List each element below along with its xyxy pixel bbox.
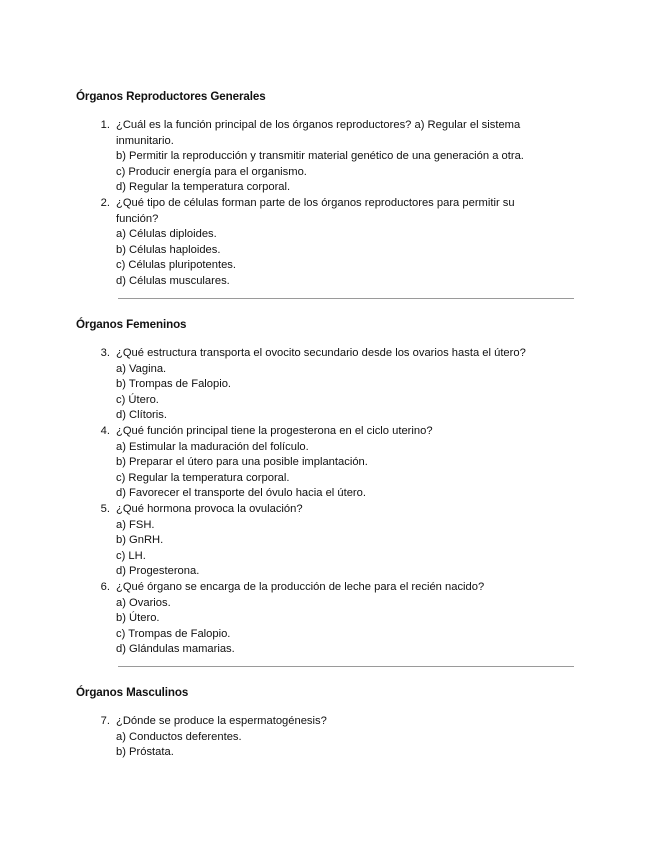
question-text: ¿Qué función principal tiene la progesterona en el ciclo uterino? (116, 425, 433, 437)
question-7 (96, 714, 566, 761)
option-d: d) Glándulas mamarias. (116, 643, 235, 655)
section-divider (118, 666, 574, 667)
option-b: b) Permitir la reproducción y transmitir material genético de una generación a otra. (116, 150, 524, 162)
question-text: ¿Qué hormona provoca la ovulación? (116, 503, 303, 515)
option-c: c) Regular la temperatura corporal. (116, 471, 290, 484)
question-text: ¿Dónde se produce la espermatogénesis? (116, 715, 327, 727)
option-b: b) Preparar el útero para una posible implantación. (116, 456, 368, 468)
question-number: 3. (100, 347, 110, 359)
section-title-female: Órganos Femeninos (76, 318, 187, 331)
option-a: a) Estimular la maduración del folículo. (116, 440, 309, 453)
option-b: b) Próstata. (116, 746, 174, 758)
question-2 (96, 196, 566, 289)
question-text-cont: inmunitario. (116, 134, 174, 147)
option-d: d) Células musculares. (116, 274, 230, 287)
question-text: ¿Qué estructura transporta el ovocito secundario desde los ovarios hasta el útero? (116, 347, 526, 359)
question-number: 1. (100, 119, 110, 131)
section-title-male: Órganos Masculinos (76, 686, 189, 699)
question-5 (96, 502, 566, 580)
question-text-cont: función? (116, 212, 159, 225)
question-number: 2. (100, 197, 110, 209)
option-a: a) Ovarios. (116, 596, 171, 609)
question-1 (96, 118, 566, 196)
option-d: d) Clítoris. (116, 409, 167, 421)
question-number: 7. (100, 715, 110, 727)
option-c: c) Trompas de Falopio. (116, 627, 231, 640)
option-d: d) Favorecer el transporte del óvulo hacia el útero. (116, 487, 366, 499)
question-text: ¿Qué órgano se encarga de la producción de leche para el recién nacido? (116, 581, 485, 593)
option-b: b) GnRH. (116, 534, 164, 546)
question-number: 4. (100, 425, 110, 437)
option-c: c) Útero. (116, 393, 159, 406)
section-title-general: Órganos Reproductores Generales (76, 90, 266, 103)
question-text: ¿Qué tipo de células forman parte de los órganos reproductores para permitir su (116, 197, 515, 209)
question-6 (96, 580, 566, 658)
question-number: 6. (100, 581, 110, 593)
option-c: c) Producir energía para el organismo. (116, 165, 307, 178)
option-a: a) Vagina. (116, 362, 167, 375)
option-a: a) Conductos deferentes. (116, 730, 242, 743)
option-c: c) LH. (116, 549, 146, 562)
question-3 (96, 346, 566, 424)
option-d: d) Progesterona. (116, 565, 200, 577)
question-4 (96, 424, 566, 502)
question-number: 5. (100, 503, 110, 515)
option-a: a) Células diploides. (116, 228, 217, 240)
option-d: d) Regular la temperatura corporal. (116, 181, 291, 193)
option-b: b) Trompas de Falopio. (116, 378, 232, 390)
option-a: a) FSH. (116, 518, 155, 531)
question-text: ¿Cuál es la función principal de los órganos reproductores? a) Regular el sistema (116, 119, 521, 131)
section-divider (118, 298, 574, 299)
option-b: b) Células haploides. (116, 243, 221, 256)
option-c: c) Células pluripotentes. (116, 259, 237, 271)
option-b: b) Útero. (116, 612, 160, 624)
